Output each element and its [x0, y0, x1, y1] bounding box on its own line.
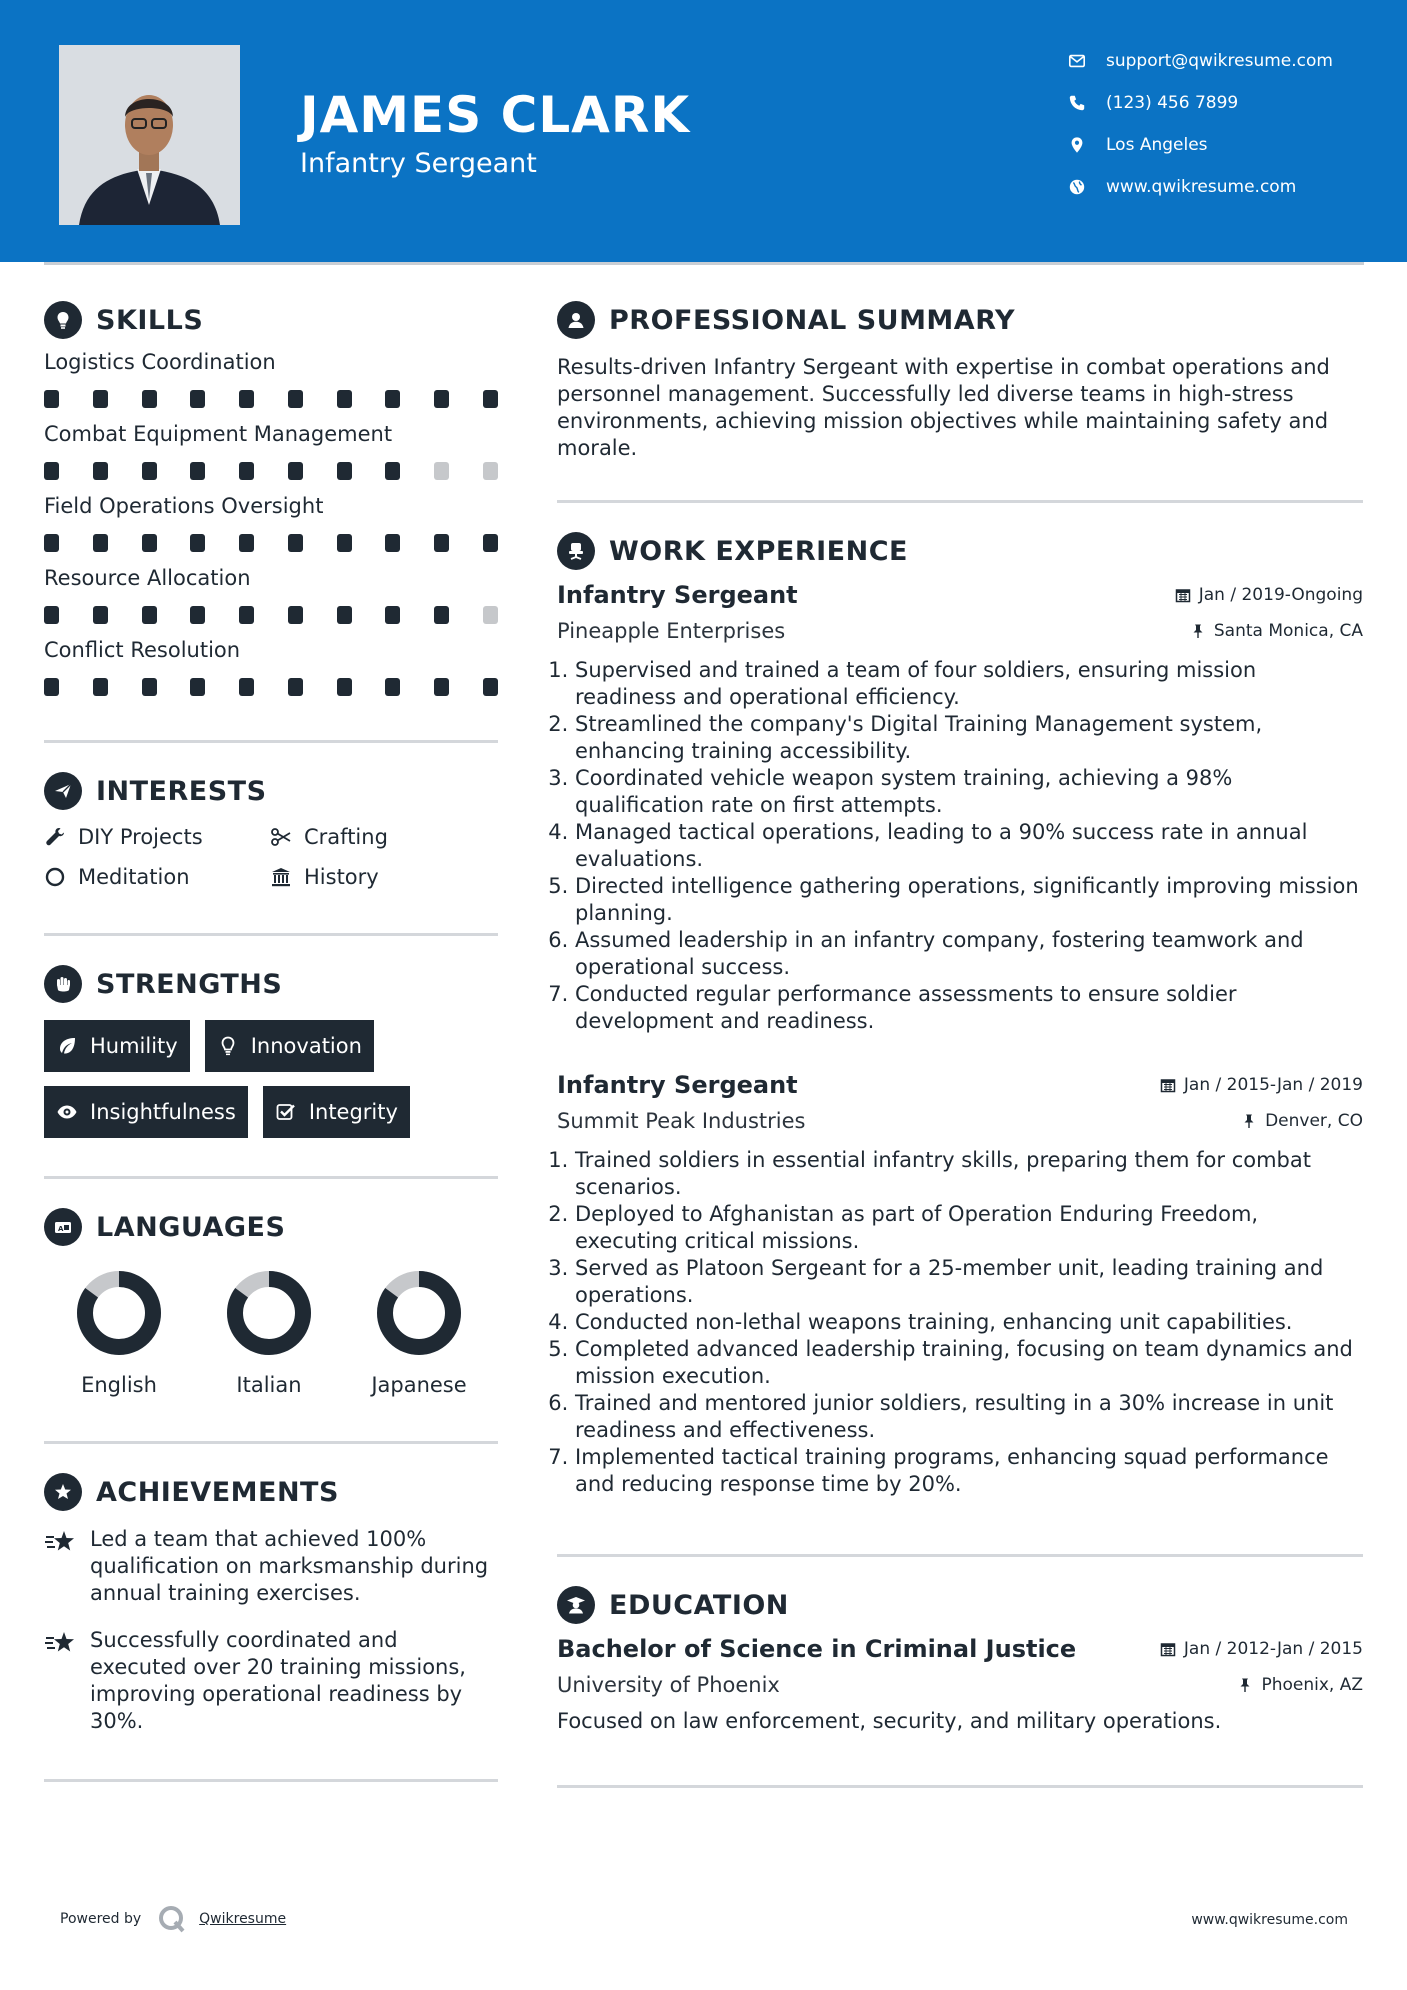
lightbulb-icon	[44, 301, 82, 339]
fist-icon	[44, 965, 82, 1003]
job-responsibilities	[557, 657, 1363, 1035]
skill-dot	[288, 462, 303, 480]
language-level-ring	[375, 1269, 463, 1357]
skill-level-dots	[44, 534, 498, 552]
skill-level-dots	[44, 390, 498, 408]
contact-website-text: www.qwikresume.com	[1106, 177, 1297, 197]
interest-item	[44, 865, 270, 889]
responsibility-item: 1. Supervised and trained a team of four soldiers, ensuring mission readiness and operational efficiency.	[575, 657, 1363, 711]
skill-dot	[44, 462, 59, 480]
skill-name: Combat Equipment Management	[44, 422, 393, 446]
skill-dot	[288, 534, 303, 552]
skill-dot	[385, 390, 400, 408]
language-item	[194, 1269, 344, 1397]
skill-name: Field Operations Oversight	[44, 494, 324, 518]
skill-name: Logistics Coordination	[44, 350, 276, 374]
pushpin-icon	[1190, 623, 1206, 639]
pushpin-icon	[1237, 1677, 1253, 1693]
globe-icon	[1068, 178, 1086, 196]
strength-label: Integrity	[308, 1100, 398, 1124]
job-title: Infantry Sergeant	[557, 581, 798, 609]
skill-dot	[434, 462, 449, 480]
education-heading	[557, 1585, 1363, 1625]
graduate-icon	[557, 1586, 595, 1624]
candidate-name: JAMES CLARK	[300, 86, 691, 144]
responsibility-item: 4. Conducted non-lethal weapons training, enhancing unit capabilities.	[575, 1309, 1363, 1336]
skill-dot	[93, 462, 108, 480]
museum-icon	[270, 866, 292, 888]
languages-title: LANGUAGES	[96, 1211, 286, 1243]
skill-dot	[190, 606, 205, 624]
contact-location-text: Los Angeles	[1106, 135, 1208, 155]
skill-dot	[142, 534, 157, 552]
job-date	[1160, 1075, 1363, 1095]
responsibility-item: 1. Trained soldiers in essential infantry skills, preparing them for combat scenarios.	[575, 1147, 1363, 1201]
responsibility-item: 7. Implemented tactical training programs, enhancing squad performance and reducing response time by 20%.	[575, 1444, 1363, 1498]
education-divider	[557, 1785, 1363, 1788]
skill-dot	[483, 534, 498, 552]
school-name: University of Phoenix	[557, 1673, 780, 1697]
skill-dot	[93, 534, 108, 552]
skill-dot	[385, 462, 400, 480]
job-entry	[557, 1071, 1363, 1498]
skill-dot	[483, 678, 498, 696]
skill-dot	[190, 534, 205, 552]
language-name: Japanese	[371, 1373, 467, 1397]
skill-dot	[337, 606, 352, 624]
contact-website[interactable]	[1068, 166, 1333, 208]
language-name: English	[81, 1373, 157, 1397]
interest-item	[270, 865, 496, 889]
skills-section	[44, 300, 498, 743]
eye-icon	[56, 1101, 78, 1123]
interests-heading	[44, 771, 498, 811]
languages-list	[44, 1269, 498, 1397]
job-responsibilities	[557, 1147, 1363, 1498]
contact-email[interactable]	[1068, 40, 1333, 82]
skill-dot	[239, 462, 254, 480]
skill-dot	[239, 678, 254, 696]
resume-header	[0, 0, 1407, 262]
work-heading	[557, 531, 1363, 571]
job-company: Summit Peak Industries	[557, 1109, 806, 1133]
language-item	[344, 1269, 494, 1397]
powered-by-text: Powered by	[60, 1911, 142, 1927]
strengths-title: STRENGTHS	[96, 968, 283, 1000]
skill-dot	[434, 606, 449, 624]
skill-dot	[93, 606, 108, 624]
star-badge-icon	[44, 1473, 82, 1511]
skill-dot	[93, 390, 108, 408]
skill-dot	[434, 534, 449, 552]
skill-dot	[142, 606, 157, 624]
work-divider	[557, 1554, 1363, 1557]
contact-list	[1068, 40, 1333, 208]
responsibility-item: 7. Conducted regular performance assessments to ensure soldier development and readiness.	[575, 981, 1363, 1035]
job-subheader	[557, 619, 1363, 643]
lightbulb-icon	[217, 1035, 239, 1057]
interest-item	[270, 825, 496, 849]
page-footer	[0, 1900, 1407, 1940]
achievements-title: ACHIEVEMENTS	[96, 1476, 339, 1508]
interests-list	[44, 825, 498, 889]
education-section	[557, 1585, 1363, 1788]
achievements-heading	[44, 1472, 498, 1512]
scissors-icon	[270, 826, 292, 848]
job-company: Pineapple Enterprises	[557, 619, 786, 643]
shooting-star-icon	[44, 1528, 78, 1556]
language-level-ring	[75, 1269, 163, 1357]
interest-item	[44, 825, 270, 849]
responsibility-item: 3. Served as Platoon Sergeant for a 25-member unit, leading training and operations.	[575, 1255, 1363, 1309]
skill-dot	[44, 390, 59, 408]
skills-title: SKILLS	[96, 304, 204, 336]
interest-label: History	[304, 865, 379, 889]
skill-dot	[483, 390, 498, 408]
paper-plane-icon	[44, 772, 82, 810]
skill-dot	[483, 606, 498, 624]
strength-tag	[44, 1020, 190, 1072]
language-card-icon	[44, 1208, 82, 1246]
summary-heading	[557, 300, 1363, 340]
language-item	[44, 1269, 194, 1397]
skill-dot	[44, 678, 59, 696]
education-location-text: Phoenix, AZ	[1261, 1675, 1363, 1695]
envelope-icon	[1068, 52, 1086, 70]
strength-tag	[205, 1020, 374, 1072]
skill-dot	[337, 390, 352, 408]
summary-text: Results-driven Infantry Sergeant with expertise in combat operations and personnel management. Successfully led diverse teams in high-stress environments, achieving mission objectives while maintaining safety and morale.	[557, 355, 1330, 460]
contact-location	[1068, 124, 1333, 166]
strengths-section	[44, 964, 498, 1179]
job-location	[1241, 1111, 1363, 1131]
strength-label: Innovation	[250, 1034, 362, 1058]
contact-phone-text: (123) 456 7899	[1106, 93, 1239, 113]
achievement-text: Led a team that achieved 100% qualification on marksmanship during annual training exercises.	[90, 1527, 489, 1605]
job-entry	[557, 581, 1363, 1035]
contact-phone[interactable]	[1068, 82, 1333, 124]
work-section	[557, 531, 1363, 1557]
skill-dot	[337, 534, 352, 552]
degree-title: Bachelor of Science in Criminal Justice	[557, 1635, 1077, 1663]
skill-level-dots	[44, 606, 498, 624]
skill-dot	[385, 534, 400, 552]
circle-icon	[44, 866, 66, 888]
achievement-item	[44, 1526, 498, 1607]
calendar-icon	[1175, 587, 1191, 603]
languages-heading	[44, 1207, 498, 1247]
education-description: Focused on law enforcement, security, and military operations.	[557, 1709, 1222, 1733]
wrench-icon	[44, 826, 66, 848]
education-title: EDUCATION	[609, 1589, 789, 1621]
skill-dot	[93, 678, 108, 696]
skill-dot	[434, 678, 449, 696]
contact-email-text: support@qwikresume.com	[1106, 51, 1333, 71]
job-title: Infantry Sergeant	[557, 1071, 798, 1099]
language-name: Italian	[236, 1373, 302, 1397]
skills-list	[44, 350, 498, 696]
shooting-star-icon	[44, 1629, 78, 1657]
education-date-text: Jan / 2012-Jan / 2015	[1183, 1639, 1363, 1659]
left-column	[44, 300, 498, 1782]
achievement-text: Successfully coordinated and executed over 20 training missions, improving operational readiness by 30%.	[90, 1628, 466, 1733]
strength-tag	[263, 1086, 410, 1138]
skill-dot	[288, 678, 303, 696]
responsibility-item: 5. Directed intelligence gathering operations, significantly improving mission planning.	[575, 873, 1363, 927]
education-date	[1160, 1639, 1363, 1659]
checkbox-icon	[275, 1101, 297, 1123]
skill-dot	[385, 606, 400, 624]
right-column	[557, 300, 1363, 1788]
calendar-icon	[1160, 1641, 1176, 1657]
language-level-ring	[225, 1269, 313, 1357]
office-chair-icon	[557, 532, 595, 570]
skill-dot	[337, 678, 352, 696]
responsibility-item: 4. Managed tactical operations, leading to a 90% success rate in annual evaluations.	[575, 819, 1363, 873]
skill-dot	[239, 390, 254, 408]
skill-dot	[190, 462, 205, 480]
achievements-divider	[44, 1779, 498, 1782]
skill-level-dots	[44, 678, 498, 696]
education-location	[1237, 1675, 1363, 1695]
skills-divider	[44, 740, 498, 743]
leaf-icon	[56, 1035, 78, 1057]
education-header	[557, 1635, 1363, 1663]
svg-text:A: A	[58, 1225, 64, 1233]
skill-level-dots	[44, 462, 498, 480]
job-location-text: Santa Monica, CA	[1213, 621, 1363, 641]
interest-label: Meditation	[78, 865, 190, 889]
powered-by	[60, 1904, 286, 1934]
skill-dot	[483, 462, 498, 480]
strengths-heading	[44, 964, 498, 1004]
skill-name: Conflict Resolution	[44, 638, 241, 662]
qwikresume-link[interactable]: Qwikresume	[199, 1911, 287, 1927]
header-divider	[44, 262, 1364, 265]
user-icon	[557, 301, 595, 339]
skill-dot	[239, 534, 254, 552]
interest-label: Crafting	[304, 825, 388, 849]
job-date	[1175, 585, 1363, 605]
job-location-text: Denver, CO	[1265, 1111, 1363, 1131]
languages-divider	[44, 1441, 498, 1444]
skill-dot	[190, 390, 205, 408]
interests-divider	[44, 933, 498, 936]
candidate-title: Infantry Sergeant	[300, 148, 537, 179]
summary-section	[557, 300, 1363, 503]
strengths-divider	[44, 1176, 498, 1179]
strengths-tags	[44, 1020, 504, 1138]
strength-tag	[44, 1086, 248, 1138]
skill-dot	[142, 678, 157, 696]
skill-dot	[142, 390, 157, 408]
skill-dot	[385, 678, 400, 696]
footer-website-link[interactable]: www.qwikresume.com	[1191, 1912, 1348, 1928]
education-entry	[557, 1635, 1363, 1733]
skill-dot	[44, 606, 59, 624]
skill-dot	[288, 606, 303, 624]
skill-dot	[44, 534, 59, 552]
responsibility-item: 6. Assumed leadership in an infantry company, fostering teamwork and operational success.	[575, 927, 1363, 981]
skill-name: Resource Allocation	[44, 566, 251, 590]
education-subheader	[557, 1673, 1363, 1697]
job-location	[1190, 621, 1363, 641]
job-date-text: Jan / 2015-Jan / 2019	[1183, 1075, 1363, 1095]
job-subheader	[557, 1109, 1363, 1133]
skill-dot	[288, 390, 303, 408]
responsibility-item: 5. Completed advanced leadership training, focusing on team dynamics and mission execution.	[575, 1336, 1363, 1390]
interests-title: INTERESTS	[96, 775, 267, 807]
summary-divider	[557, 500, 1363, 503]
skill-dot	[337, 462, 352, 480]
job-date-text: Jan / 2019-Ongoing	[1198, 585, 1363, 605]
languages-section	[44, 1207, 498, 1444]
achievement-item	[44, 1627, 498, 1735]
profile-photo	[59, 45, 240, 225]
calendar-icon	[1160, 1077, 1176, 1093]
pushpin-icon	[1241, 1113, 1257, 1129]
strength-label: Humility	[90, 1034, 178, 1058]
job-header	[557, 1071, 1363, 1099]
phone-icon	[1068, 94, 1086, 112]
responsibility-item: 3. Coordinated vehicle weapon system training, achieving a 98% qualification rate on first attempts.	[575, 765, 1363, 819]
skill-dot	[239, 606, 254, 624]
map-pin-icon	[1068, 136, 1086, 154]
skill-dot	[190, 678, 205, 696]
skill-dot	[434, 390, 449, 408]
job-header	[557, 581, 1363, 609]
skills-heading	[44, 300, 498, 340]
interests-section	[44, 771, 498, 936]
responsibility-item: 2. Streamlined the company's Digital Training Management system, enhancing training accessibility.	[575, 711, 1363, 765]
qwikresume-logo-icon	[157, 1904, 187, 1934]
responsibility-item: 6. Trained and mentored junior soldiers, resulting in a 30% increase in unit readiness and effectiveness.	[575, 1390, 1363, 1444]
summary-title: PROFESSIONAL SUMMARY	[609, 304, 1016, 336]
responsibility-item: 2. Deployed to Afghanistan as part of Operation Enduring Freedom, executing critical missions.	[575, 1201, 1363, 1255]
strength-label: Insightfulness	[90, 1100, 236, 1124]
work-title: WORK EXPERIENCE	[609, 535, 908, 567]
achievements-section	[44, 1472, 498, 1782]
interest-label: DIY Projects	[78, 825, 203, 849]
skill-dot	[142, 462, 157, 480]
